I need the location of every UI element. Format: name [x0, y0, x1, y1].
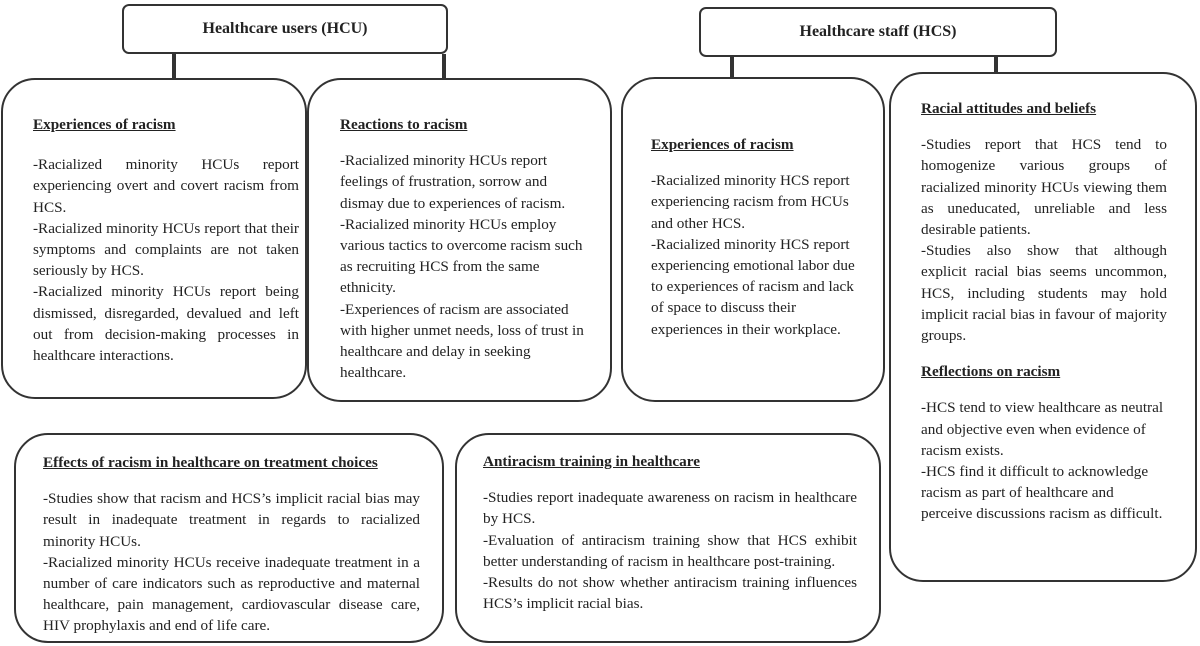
hcs-header: Healthcare staff (HCS): [699, 7, 1057, 57]
hcu-experiences-item: -Racialized minority HCUs report that their symptoms and complaints are not taken seriously by HCS.: [33, 219, 299, 280]
hcu-reactions-item: -Racialized minority HCUs employ various tactics to overcome racism such as recruiting HCS from the same ethnicity.: [340, 215, 583, 297]
connector-hcs-right: [994, 57, 998, 73]
hcs-reflections-title: Reflections on racism: [921, 363, 1061, 381]
effects-item: -Studies show that racism and HCS’s implicit racial bias may result in inadequate treatment in regards to racialized minority HCUs.: [43, 490, 420, 550]
hcs-reflections-item: -HCS tend to view healthcare as neutral and objective even when evidence of racism exists.: [921, 399, 1164, 459]
hcs-experiences-title: Experiences of racism: [651, 136, 794, 153]
hcu-experiences-title: Experiences of racism: [33, 116, 176, 133]
training-item: -Results do not show whether antiracism training influences HCS’s implicit racial bias.: [483, 574, 857, 613]
training-panel: [455, 433, 881, 643]
hcs-experiences-item: -Racialized minority HCS report experiencing emotional labor due to experiences of racism and lack of space to discuss their experiences in their workplace.: [651, 235, 855, 338]
connector-hcu-left: [172, 54, 176, 78]
hcs-attitudes-item: -Studies also show that although explicit racial bias seems uncommon, HCS, including students may hold implicit racial bias in favour of majority groups.: [921, 242, 1167, 345]
hcs-attitudes-title: Racial attitudes and beliefs: [921, 100, 1097, 117]
hcs-experiences-panel: [621, 77, 885, 402]
connector-hcs-left: [730, 57, 734, 77]
hcu-reactions-item: -Experiences of racism are associated with higher unmet needs, loss of trust in healthcare and delay in seeking healthcare.: [340, 300, 584, 382]
effects-item: -Racialized minority HCUs receive inadequate treatment in a number of care indicators such as reproductive and maternal healthcare, pain management, cardiovascular disease care, HIV prophylaxis and end of life care.: [43, 553, 420, 635]
hcu-experiences-item: -Racialized minority HCUs report experiencing overt and covert racism from HCS.: [33, 156, 299, 216]
training-item: -Studies report inadequate awareness on racism in healthcare by HCS.: [483, 489, 857, 528]
hcs-reflections-item: -HCS find it difficult to acknowledge racism as part of healthcare and perceive discussions racism as difficult.: [921, 463, 1163, 523]
connector-hcu-right: [442, 54, 446, 78]
effects-panel: [14, 433, 444, 643]
hcu-reactions-title: Reactions to racism: [340, 116, 468, 133]
hcu-reactions-item: -Racialized minority HCUs report feelings of frustration, sorrow and dismay due to experiences of racism.: [340, 152, 566, 212]
effects-title: Effects of racism in healthcare on treatment choices: [43, 454, 378, 471]
hcu-experiences-panel: [1, 78, 307, 399]
hcu-header: Healthcare users (HCU): [122, 4, 448, 54]
training-item: -Evaluation of antiracism training show that HCS exhibit better understanding of racism in healthcare post-training.: [483, 531, 857, 570]
hcs-attitudes-panel: [889, 72, 1197, 582]
training-title: Antiracism training in healthcare: [483, 453, 700, 470]
hcu-experiences-item: -Racialized minority HCUs report being dismissed, disregarded, devalued and left out from decision-making processes in healthcare interactions.: [33, 283, 299, 365]
hcs-experiences-item: -Racialized minority HCS report experiencing racism from HCUs and other HCS.: [651, 172, 850, 232]
hcu-reactions-panel: [307, 78, 612, 402]
hcs-attitudes-item: -Studies report that HCS tend to homogenize various groups of racialized minority HCUs viewing them as uneducated, unreliable and less desirable patients.: [921, 136, 1167, 239]
